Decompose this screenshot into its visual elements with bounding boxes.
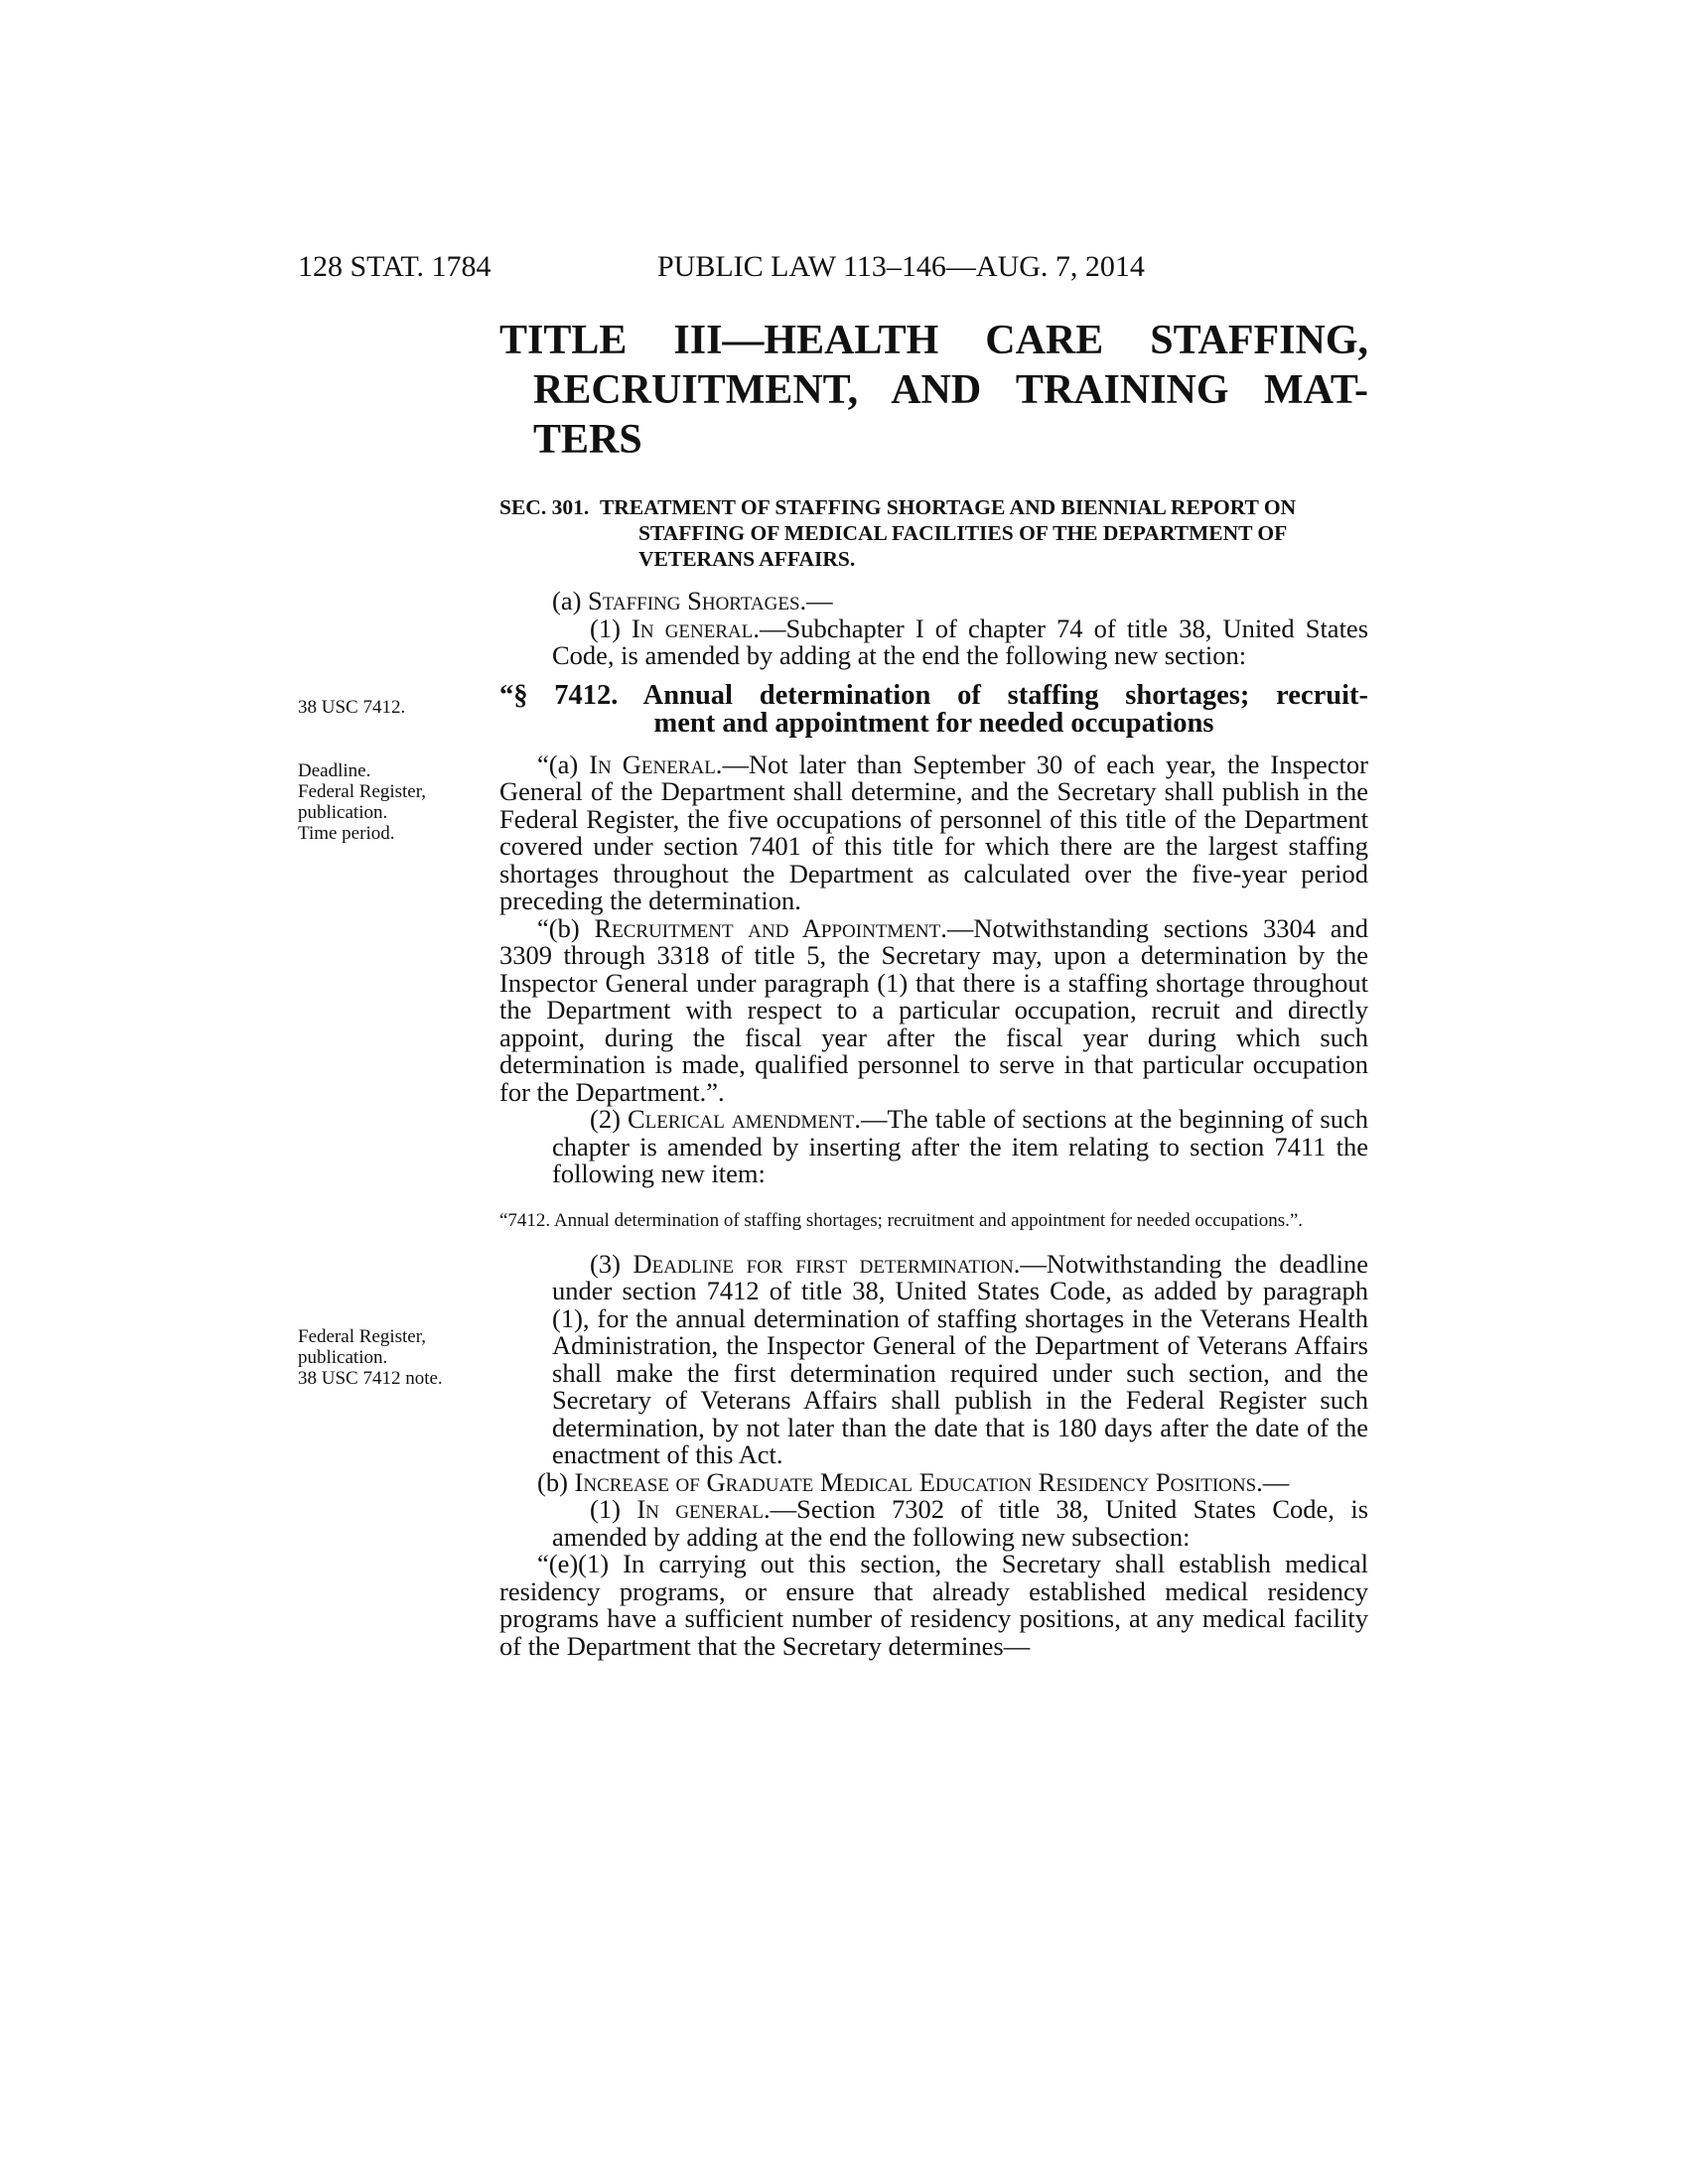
margin-note-deadline: Deadline. Federal Register, publication. Time period.: [298, 760, 427, 844]
table-of-sections-item: “7412. Annual determination of staffing shortages; recruitment and appointment for needed occupations.”.: [499, 1209, 1304, 1231]
paragraph-a3: (3) Deadline for first determination.—Notwithstanding the deadline under section 7412 of title 38, United States Code, as added by paragraph (1), for the annual determination of staffing shortages in the Veterans Health Administration, the Inspector General of the Department of Veterans Affairs shall make the first determination required under such section, and the Secretary of Veterans Affairs shall publish in the Federal Register such determination, by not later than the date that is 180 days after the date of the enactment of this Act.: [552, 1248, 1368, 1469]
public-law-citation: PUBLIC LAW 113–146—AUG. 7, 2014: [657, 250, 1145, 283]
section-7412-subsection-a: “(a) In General.—Not later than September 30 of each year, the Inspector General of the Department shall determine, and the Secretary shall publish in the Federal Register, the five occupations of personnel of this title of the Department covered under section 7401 of this title for which there are the largest staffing shortages throughout the Department as calculated over the five-year period preceding the determination.: [499, 749, 1368, 915]
margin-note-usc: 38 USC 7412.: [298, 697, 406, 718]
margin-note-federal-register: Federal Register, publication. 38 USC 7412 note.: [298, 1326, 443, 1389]
section-7412-subsection-b: “(b) Recruitment and Appointment.—Notwithstanding sections 3304 and 3309 through 3318 of title 5, the Secretary may, upon a determination by the Inspector General under paragraph (1) that there is a staffing shortage throughout the Department with respect to a particular occupation, recruit and directly appoint, during the fiscal year after the fiscal year during which such determination is made, qualified personnel to serve in that particular occupation for the Department.”.: [499, 912, 1368, 1107]
paragraph-a1: (1) In general.—Subchapter I of chapter 74 of title 38, United States Code, is amended by adding at the end the following new section:: [552, 613, 1369, 670]
subsection-b: (b) Increase of Graduate Medical Education Residency Positions.—: [537, 1466, 1290, 1497]
statute-page-number: 128 STAT. 1784: [298, 250, 492, 283]
paragraph-e1: “(e)(1) In carrying out this section, the Secretary shall establish medical residency programs, or ensure that already established medical residency programs have a sufficient number of residency positions, at any medical facility of the Department that the Secretary determines—: [499, 1549, 1368, 1661]
subsection-a: (a) Staffing Shortages.—: [552, 586, 833, 615]
new-section-7412-heading: “§ 7412. Annual determination of staffing shortages; recruit- ment and appointment for needed occupations: [499, 679, 1368, 739]
paragraph-a2: (2) Clerical amendment.—The table of sections at the beginning of such chapter is amended by inserting after the item relating to section 7411 the following new item:: [552, 1104, 1368, 1188]
main-text-column: [499, 316, 1368, 1660]
paragraph-b1: (1) In general.—Section 7302 of title 38, United States Code, is amended by adding at the end the following new subsection:: [552, 1494, 1369, 1552]
title-heading: TITLE III—HEALTH CARE STAFFING, RECRUITMENT, AND TRAINING MAT- TERS: [499, 318, 1368, 463]
section-heading: SEC. 301. TREATMENT OF STAFFING SHORTAGE AND BIENNIAL REPORT ON STAFFING OF MEDICAL FACILITIES OF THE DEPARTMENT OF VETERANS AFFAIRS.: [499, 495, 1297, 571]
